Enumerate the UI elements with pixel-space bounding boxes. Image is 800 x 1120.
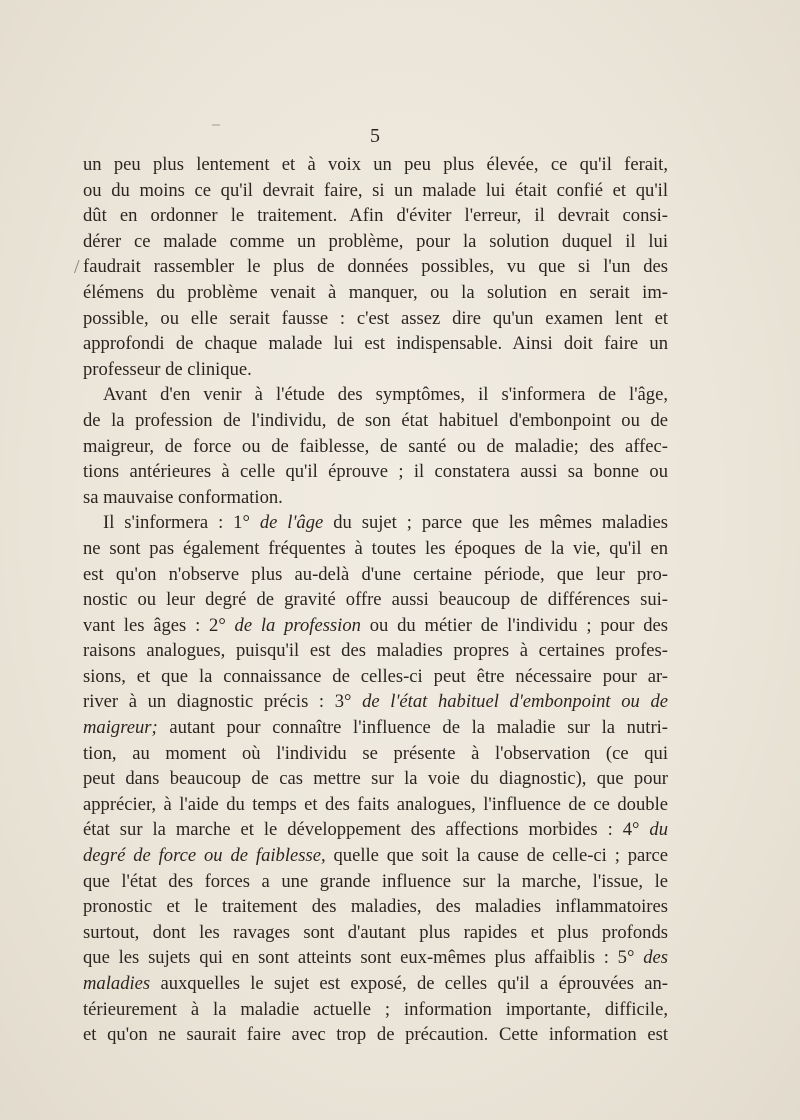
- text-line: peut dans beaucoup de cas mettre sur la voie du diagnostic), que pour: [83, 768, 668, 790]
- text-line: vant les âges : 2° de la profession ou du métier de l'individu ; pour des: [83, 614, 668, 636]
- text-line: que l'état des forces a une grande influence sur la marche, l'issue, le: [83, 870, 668, 892]
- text-line: de la profession de l'individu, de son état habituel d'embonpoint ou de: [83, 409, 668, 431]
- text-line: approfondi de chaque malade lui est indispensable. Ainsi doit faire un: [83, 333, 668, 355]
- text-line: pronostic et le traitement des maladies, des maladies inflammatoires: [83, 896, 668, 918]
- text-line: est qu'on n'observe plus au-delà d'une certaine période, que leur pro-: [83, 563, 668, 585]
- italic-text: de l'état habituel d'embonpoint ou de: [362, 691, 668, 713]
- text-line: ne sont pas également fréquentes à toutes les époques de la vie, qu'il en: [83, 537, 668, 559]
- text-line: sa mauvaise conformation.: [83, 486, 283, 508]
- text-line: river à un diagnostic précis : 3° de l'état habituel d'embonpoint ou de: [83, 691, 668, 713]
- text-line: degré de force ou de faiblesse, quelle que soit la cause de celle-ci ; parce: [83, 845, 668, 867]
- text-line: térieurement à la maladie actuelle ; information importante, difficile,: [83, 998, 668, 1020]
- text-line: dérer ce malade comme un problème, pour la solution duquel il lui: [83, 230, 668, 252]
- text-line: raisons analogues, puisqu'il est des maladies propres à certaines profes-: [83, 640, 668, 662]
- italic-text: de la profession: [234, 614, 361, 636]
- italic-text: degré de force ou de faiblesse,: [83, 845, 326, 867]
- text-line: dût en ordonner le traitement. Afin d'éviter l'erreur, il devrait consi-: [83, 205, 668, 227]
- text-line: et qu'on ne saurait faire avec trop de précaution. Cette information est: [83, 1024, 668, 1046]
- text-line: professeur de clinique.: [83, 358, 252, 380]
- handwritten-margin-mark: /: [74, 256, 80, 278]
- text-line: faudrait rassembler le plus de données possibles, vu que si l'un des: [83, 256, 668, 278]
- italic-text: maladies: [83, 973, 151, 994]
- paragraph-3: [83, 510, 668, 1047]
- text-line: maigreur, de force ou de faiblesse, de santé ou de maladie; des affec-: [83, 435, 668, 457]
- text-line: un peu plus lentement et à voix un peu plus élevée, ce qu'il ferait,: [83, 154, 668, 175]
- text-line: apprécier, à l'aide du temps et des faits analogues, l'influence de ce double: [83, 793, 668, 815]
- text-line: état sur la marche et le développement des affections morbides : 4° du: [83, 819, 668, 841]
- text-line: nostic ou leur degré de gravité offre aussi beaucoup de différences sui-: [83, 589, 668, 611]
- text-line: tion, au moment où l'individu se présente à l'observation (ce qui: [83, 742, 668, 764]
- italic-text: maigreur;: [83, 717, 158, 739]
- italic-text: des: [643, 947, 668, 969]
- page-number: 5: [370, 125, 380, 147]
- text-line: ou du moins ce qu'il devrait faire, si un malade lui était confié et qu'il: [83, 179, 668, 201]
- body-text: [83, 152, 668, 1048]
- paragraph-1: [83, 152, 668, 382]
- text-line: maladies auxquelles le sujet est exposé, de celles qu'il a éprouvées an-: [83, 973, 668, 994]
- text-line: maigreur; autant pour connaître l'influence de la maladie sur la nutri-: [83, 717, 668, 739]
- text-line: possible, ou elle serait fausse : c'est assez dire qu'un examen lent et: [83, 307, 668, 329]
- italic-text: de l'âge: [259, 512, 324, 534]
- italic-text: du: [649, 819, 668, 841]
- text-line: sions, et que la connaissance de celles-ci peut être nécessaire pour ar-: [83, 665, 668, 687]
- text-line: surtout, dont les ravages sont d'autant plus rapides et plus profonds: [83, 921, 668, 943]
- text-line: élémens du problème venait à manquer, ou la solution en serait im-: [83, 281, 668, 303]
- paragraph-2: [83, 382, 668, 510]
- text-line: Avant d'en venir à l'étude des symptômes, il s'informera de l'âge,: [103, 384, 668, 406]
- text-line: tions antérieures à celle qu'il éprouve ; il constatera aussi sa bonne ou: [83, 461, 668, 483]
- text-line: Il s'informera : 1° de l'âge du sujet ; parce que les mêmes maladies: [103, 512, 668, 534]
- text-line: que les sujets qui en sont atteints sont eux-mêmes plus affaiblis : 5° des: [83, 947, 668, 969]
